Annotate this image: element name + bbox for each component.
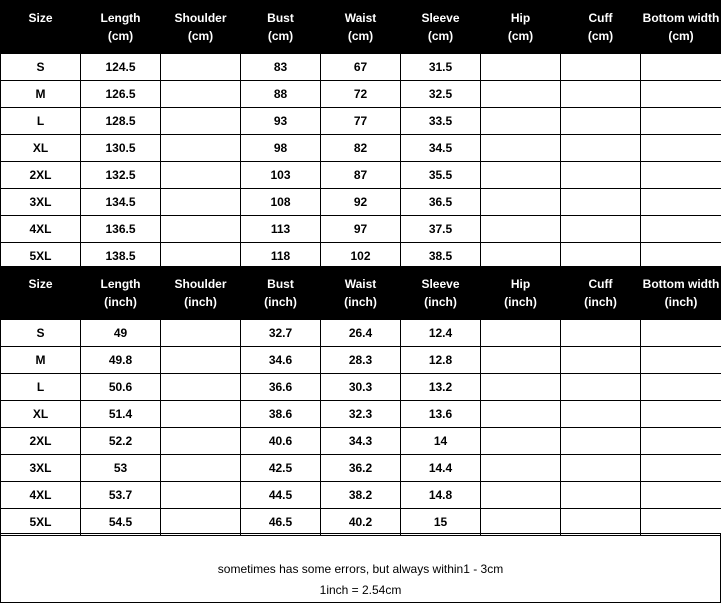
measure-cell	[641, 374, 721, 401]
measure-cell	[561, 216, 641, 243]
unit-header: (cm)	[321, 27, 401, 54]
measure-cell	[161, 162, 241, 189]
column-header: Shoulder	[161, 267, 241, 293]
measure-cell	[481, 108, 561, 135]
measure-cell	[481, 135, 561, 162]
measure-cell: 67	[321, 54, 401, 81]
measure-cell: 15	[401, 509, 481, 536]
measure-cell: 108	[241, 189, 321, 216]
unit-header: (inch)	[161, 293, 241, 320]
measure-cell: 53	[81, 455, 161, 482]
measure-cell: 33.5	[401, 108, 481, 135]
table-row	[1, 189, 721, 216]
measure-cell: 49	[81, 320, 161, 347]
measure-cell	[481, 54, 561, 81]
measure-cell: 132.5	[81, 162, 161, 189]
measure-cell	[641, 54, 721, 81]
measure-cell: 37.5	[401, 216, 481, 243]
measure-cell: 34.6	[241, 347, 321, 374]
measure-cell	[561, 509, 641, 536]
measure-cell: 98	[241, 135, 321, 162]
size-cell: 3XL	[1, 455, 81, 482]
measure-cell	[161, 216, 241, 243]
size-cell: XL	[1, 401, 81, 428]
unit-header: (inch)	[401, 293, 481, 320]
measure-cell: 13.2	[401, 374, 481, 401]
size-cell: S	[1, 54, 81, 81]
measure-cell: 103	[241, 162, 321, 189]
measure-cell: 77	[321, 108, 401, 135]
measure-cell: 128.5	[81, 108, 161, 135]
size-cell: S	[1, 320, 81, 347]
unit-header: (inch)	[81, 293, 161, 320]
measure-cell	[481, 320, 561, 347]
size-cell: 2XL	[1, 428, 81, 455]
measure-cell: 46.5	[241, 509, 321, 536]
measure-cell	[161, 81, 241, 108]
table-row	[1, 401, 721, 428]
measure-cell	[481, 189, 561, 216]
measure-cell: 53.7	[81, 482, 161, 509]
measure-cell	[561, 162, 641, 189]
measure-cell	[641, 347, 721, 374]
measure-cell: 36.2	[321, 455, 401, 482]
measure-cell: 51.4	[81, 401, 161, 428]
measure-cell: 134.5	[81, 189, 161, 216]
measure-cell: 32.7	[241, 320, 321, 347]
table-row	[1, 428, 721, 455]
measure-cell: 31.5	[401, 54, 481, 81]
measure-cell	[641, 428, 721, 455]
measure-cell: 130.5	[81, 135, 161, 162]
header-row	[1, 267, 721, 293]
size-cell: 4XL	[1, 482, 81, 509]
measure-cell: 34.3	[321, 428, 401, 455]
measure-cell: 13.6	[401, 401, 481, 428]
conversion-note: 1inch = 2.54cm	[319, 583, 402, 597]
size-cell: L	[1, 374, 81, 401]
measure-cell	[161, 54, 241, 81]
cm-table-body	[1, 1, 721, 270]
column-header: Length	[81, 267, 161, 293]
column-header: Bottom width	[641, 267, 721, 293]
measure-cell	[641, 455, 721, 482]
column-header: Sleeve	[401, 1, 481, 27]
measure-cell	[641, 135, 721, 162]
error-note: sometimes has some errors, but always within1 - 3cm	[217, 562, 504, 576]
measure-cell: 38.2	[321, 482, 401, 509]
table-row	[1, 81, 721, 108]
column-header: Size	[1, 1, 81, 27]
measure-cell	[161, 320, 241, 347]
size-cell: 3XL	[1, 189, 81, 216]
column-header: Bust	[241, 1, 321, 27]
unit-header: (inch)	[481, 293, 561, 320]
measure-cell	[561, 428, 641, 455]
unit-header	[1, 293, 81, 320]
table-row	[1, 347, 721, 374]
table-row	[1, 162, 721, 189]
size-cell: M	[1, 347, 81, 374]
measure-cell	[161, 108, 241, 135]
measure-cell	[161, 374, 241, 401]
measure-cell	[641, 189, 721, 216]
column-header: Hip	[481, 267, 561, 293]
measure-cell	[161, 482, 241, 509]
measure-cell	[161, 509, 241, 536]
size-cell: M	[1, 81, 81, 108]
measure-cell: 83	[241, 54, 321, 81]
measure-cell	[161, 401, 241, 428]
measure-cell: 102	[321, 243, 401, 270]
measure-cell	[641, 320, 721, 347]
measure-cell	[641, 216, 721, 243]
units-row	[1, 293, 721, 320]
column-header: Bottom width	[641, 1, 721, 27]
size-cell: L	[1, 108, 81, 135]
unit-header: (inch)	[321, 293, 401, 320]
size-cell: 2XL	[1, 162, 81, 189]
measure-cell	[161, 189, 241, 216]
measure-cell	[561, 320, 641, 347]
measure-cell	[561, 108, 641, 135]
unit-header	[1, 27, 81, 54]
measure-cell	[561, 374, 641, 401]
measure-cell: 14.8	[401, 482, 481, 509]
measure-cell	[561, 135, 641, 162]
units-row	[1, 27, 721, 54]
measure-cell: 32.3	[321, 401, 401, 428]
measure-cell	[481, 428, 561, 455]
table-row	[1, 374, 721, 401]
measure-cell	[481, 482, 561, 509]
unit-header: (cm)	[481, 27, 561, 54]
measure-cell: 88	[241, 81, 321, 108]
table-row	[1, 216, 721, 243]
measure-cell: 52.2	[81, 428, 161, 455]
size-cell: XL	[1, 135, 81, 162]
measure-cell: 136.5	[81, 216, 161, 243]
measure-cell: 124.5	[81, 54, 161, 81]
measure-cell: 12.8	[401, 347, 481, 374]
measure-cell	[641, 482, 721, 509]
measure-cell: 34.5	[401, 135, 481, 162]
measure-cell	[161, 428, 241, 455]
measure-cell: 38.6	[241, 401, 321, 428]
measure-cell: 42.5	[241, 455, 321, 482]
measure-cell	[481, 81, 561, 108]
size-cell: 5XL	[1, 243, 81, 270]
measure-cell: 36.6	[241, 374, 321, 401]
size-table-cm	[0, 0, 721, 270]
measure-cell: 32.5	[401, 81, 481, 108]
table-row	[1, 455, 721, 482]
table-row	[1, 482, 721, 509]
measure-cell	[481, 216, 561, 243]
measure-cell	[161, 135, 241, 162]
measure-cell	[561, 189, 641, 216]
measure-cell	[561, 54, 641, 81]
measure-cell	[641, 509, 721, 536]
measure-cell	[641, 108, 721, 135]
unit-header: (inch)	[561, 293, 641, 320]
measure-cell: 40.6	[241, 428, 321, 455]
measure-cell	[481, 455, 561, 482]
measure-cell	[481, 401, 561, 428]
measure-cell: 49.8	[81, 347, 161, 374]
measure-cell	[561, 401, 641, 428]
column-header: Sleeve	[401, 267, 481, 293]
unit-header: (cm)	[561, 27, 641, 54]
column-header: Length	[81, 1, 161, 27]
unit-header: (inch)	[241, 293, 321, 320]
measure-cell	[561, 482, 641, 509]
measure-cell	[641, 401, 721, 428]
measure-cell: 14	[401, 428, 481, 455]
measure-cell	[641, 81, 721, 108]
measure-cell: 40.2	[321, 509, 401, 536]
table-row	[1, 135, 721, 162]
measure-cell: 118	[241, 243, 321, 270]
measure-cell: 87	[321, 162, 401, 189]
notes-box	[0, 533, 721, 603]
measure-cell: 50.6	[81, 374, 161, 401]
table-row	[1, 509, 721, 536]
measure-cell: 54.5	[81, 509, 161, 536]
measure-cell: 12.4	[401, 320, 481, 347]
size-cell: 4XL	[1, 216, 81, 243]
measure-cell: 36.5	[401, 189, 481, 216]
column-header: Shoulder	[161, 1, 241, 27]
measure-cell: 97	[321, 216, 401, 243]
size-table-inch	[0, 266, 721, 536]
measure-cell: 35.5	[401, 162, 481, 189]
column-header: Cuff	[561, 1, 641, 27]
measure-cell: 30.3	[321, 374, 401, 401]
column-header: Bust	[241, 267, 321, 293]
measure-cell: 26.4	[321, 320, 401, 347]
unit-header: (cm)	[401, 27, 481, 54]
header-row	[1, 1, 721, 27]
column-header: Cuff	[561, 267, 641, 293]
measure-cell: 113	[241, 216, 321, 243]
measure-cell	[561, 81, 641, 108]
measure-cell: 72	[321, 81, 401, 108]
measure-cell	[481, 509, 561, 536]
table-row	[1, 320, 721, 347]
measure-cell: 38.5	[401, 243, 481, 270]
measure-cell: 28.3	[321, 347, 401, 374]
measure-cell: 126.5	[81, 81, 161, 108]
size-cell: 5XL	[1, 509, 81, 536]
measure-cell: 44.5	[241, 482, 321, 509]
table-row	[1, 54, 721, 81]
measure-cell: 93	[241, 108, 321, 135]
measure-cell	[481, 347, 561, 374]
unit-header: (cm)	[81, 27, 161, 54]
column-header: Hip	[481, 1, 561, 27]
unit-header: (inch)	[641, 293, 721, 320]
inch-table-body	[1, 267, 721, 536]
measure-cell	[561, 455, 641, 482]
unit-header: (cm)	[241, 27, 321, 54]
measure-cell: 92	[321, 189, 401, 216]
unit-header: (cm)	[641, 27, 721, 54]
measure-cell	[641, 162, 721, 189]
measure-cell	[161, 347, 241, 374]
unit-header: (cm)	[161, 27, 241, 54]
column-header: Waist	[321, 267, 401, 293]
column-header: Waist	[321, 1, 401, 27]
measure-cell: 138.5	[81, 243, 161, 270]
column-header: Size	[1, 267, 81, 293]
measure-cell	[481, 374, 561, 401]
measure-cell: 14.4	[401, 455, 481, 482]
measure-cell	[161, 455, 241, 482]
measure-cell: 82	[321, 135, 401, 162]
table-row	[1, 108, 721, 135]
measure-cell	[481, 162, 561, 189]
measure-cell	[561, 347, 641, 374]
